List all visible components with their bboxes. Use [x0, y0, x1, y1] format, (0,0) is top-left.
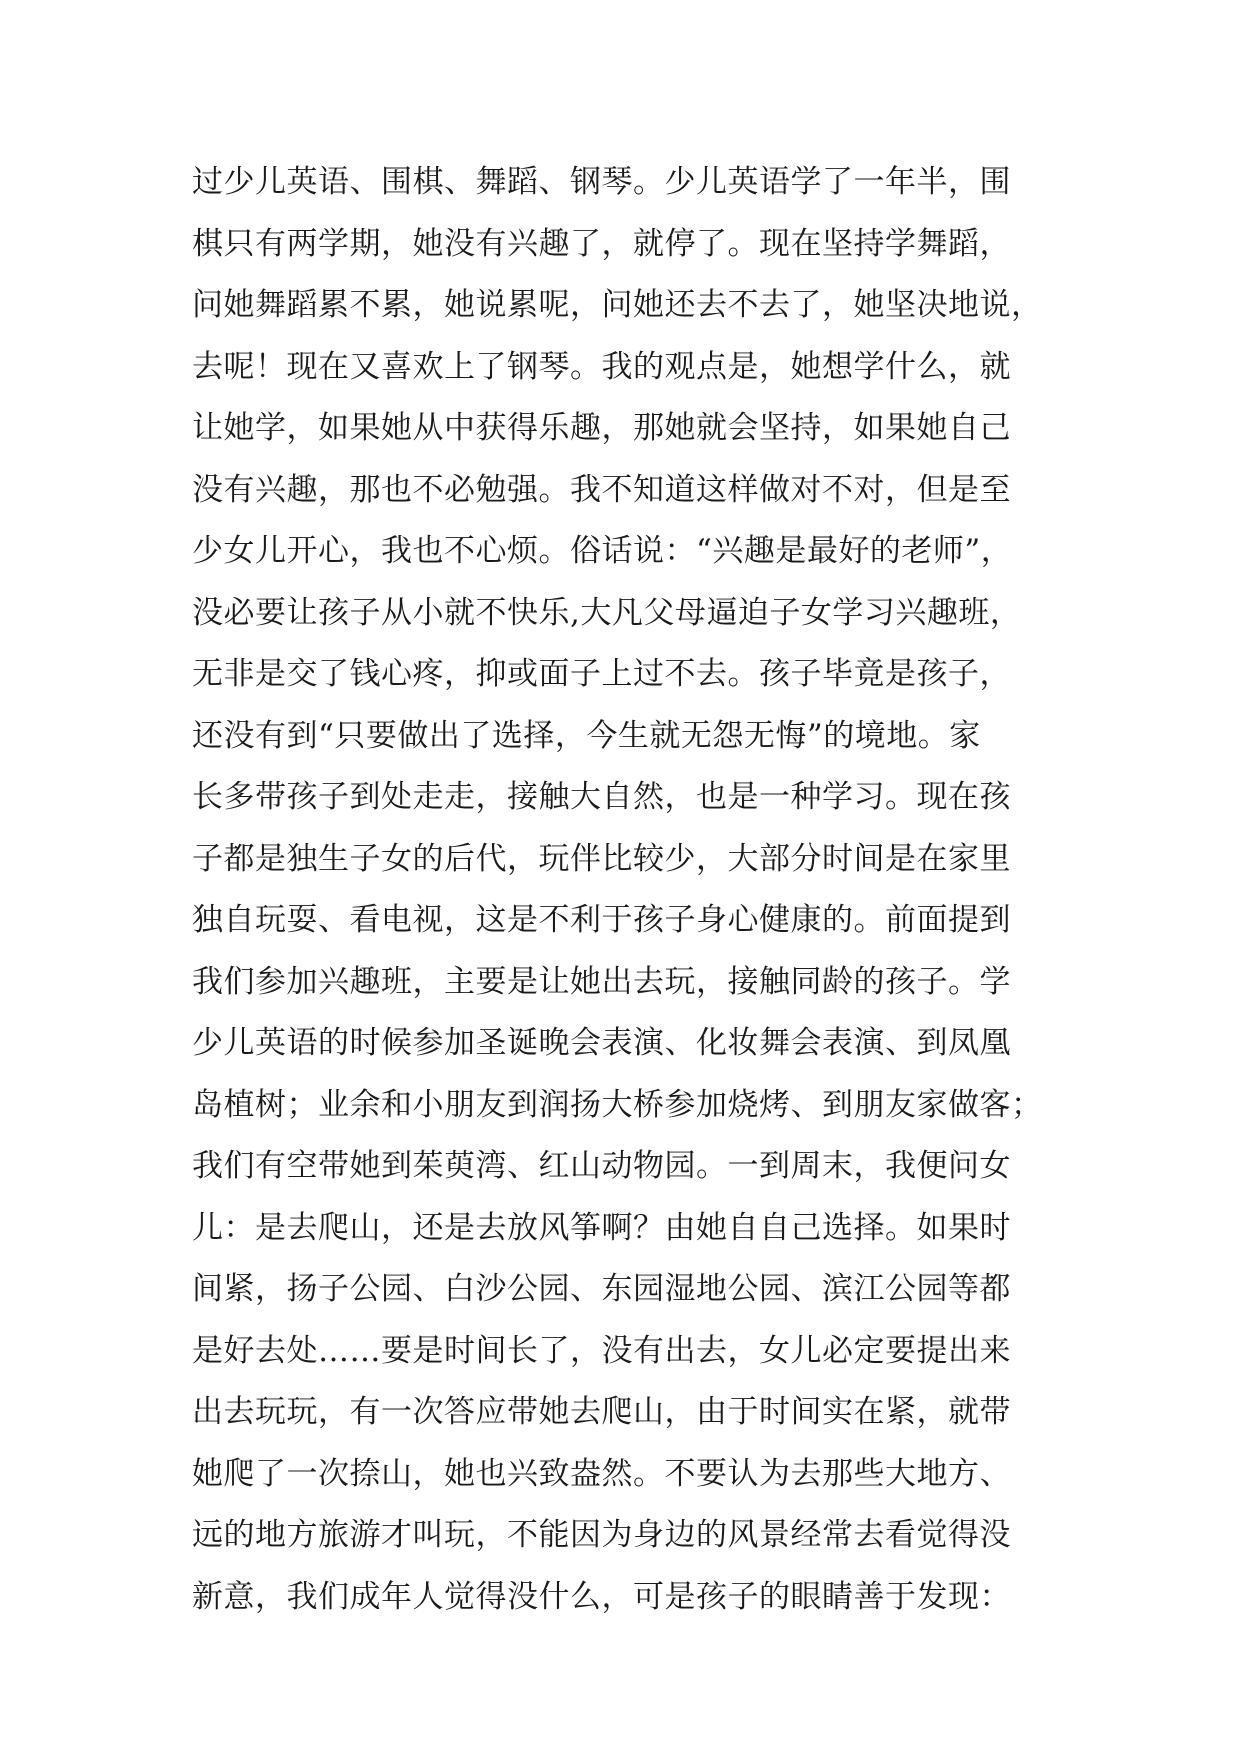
text-line: 间紧，扬子公园、白沙公园、东园湿地公园、滨江公园等都: [192, 1271, 1011, 1307]
text-line: 还没有到“只要做出了选择，今生就无怨无悔”的境地。家: [192, 717, 981, 754]
text-line: 岛植树；业余和小朋友到润扬大桥参加烧烤、到朋友家做客；: [192, 1086, 1043, 1123]
text-line: 长多带孩子到处走走，接触大自然，也是一种学习。现在孩: [192, 779, 1011, 815]
text-line: 我们有空带她到茱萸湾、红山动物园。一到周末，我便问女: [192, 1148, 1011, 1184]
text-line: 我们参加兴趣班，主要是让她出去玩，接触同龄的孩子。学: [192, 963, 1011, 1000]
text-line: 远的地方旅游才叫玩，不能因为身边的风景经常去看觉得没: [192, 1517, 1011, 1553]
text-line: 她爬了一次捺山，她也兴致盎然。不要认为去那些大地方、: [192, 1455, 1011, 1492]
text-line: 去呢！现在又喜欢上了钢琴。我的观点是，她想学什么，就: [192, 348, 1011, 385]
text-line: 棋只有两学期，她没有兴趣了，就停了。现在坚持学舞蹈，: [192, 225, 1011, 262]
text-line: 是好去处……要是时间长了，没有出去，女儿必定要提出来: [192, 1332, 1011, 1369]
text-line: 出去玩玩，有一次答应带她去爬山，由于时间实在紧，就带: [192, 1394, 1011, 1430]
text-line: 儿：是去爬山，还是去放风筝啊？由她自自己选择。如果时: [192, 1209, 1011, 1246]
body-text: [192, 152, 1072, 1628]
text-line: 问她舞蹈累不累，她说累呢，问她还去不去了，她坚决地说，: [192, 287, 1043, 323]
text-line: 无非是交了钱心疼，抑或面子上过不去。孩子毕竟是孩子，: [192, 656, 1011, 692]
text-line: 没必要让孩子从小就不快乐,大凡父母逼迫子女学习兴趣班，: [192, 594, 1022, 631]
text-line: 没有兴趣，那也不必勉强。我不知道这样做对不对，但是至: [192, 471, 1011, 508]
text-line: 新意，我们成年人觉得没什么，可是孩子的眼睛善于发现：: [192, 1578, 1011, 1615]
text-line: 让她学，如果她从中获得乐趣，那她就会坚持，如果她自己: [192, 410, 1011, 446]
text-line: 独自玩耍、看电视，这是不利于孩子身心健康的。前面提到: [192, 902, 1011, 938]
text-line: 少儿英语的时候参加圣诞晚会表演、化妆舞会表演、到凤凰: [192, 1025, 1011, 1061]
text-line: 子都是独生子女的后代，玩伴比较少，大部分时间是在家里: [192, 840, 1011, 877]
text-line: 过少儿英语、围棋、舞蹈、钢琴。少儿英语学了一年半，围: [192, 164, 1011, 200]
text-line: 少女儿开心，我也不心烦。俗话说：“兴趣是最好的老师”，: [192, 533, 1013, 569]
